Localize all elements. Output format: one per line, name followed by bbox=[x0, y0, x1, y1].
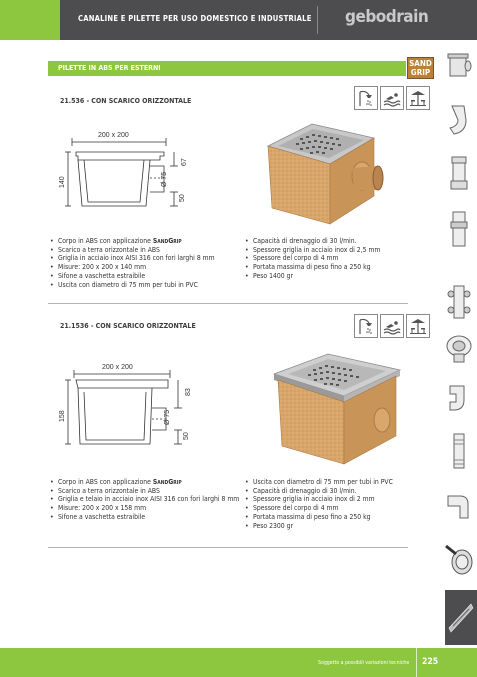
header-bar bbox=[0, 0, 477, 40]
dim-height: 140 bbox=[59, 176, 66, 188]
specs-list-left bbox=[50, 237, 250, 289]
spec-item: • Griglia e telaio in acciaio inox AISI 316 con fori larghi 8 mm bbox=[50, 495, 250, 504]
sandgrip-brand: SandGrip bbox=[152, 478, 182, 486]
section-divider bbox=[48, 547, 408, 548]
usage-icons bbox=[354, 314, 430, 338]
terrace-icon bbox=[406, 314, 430, 338]
spec-item: • Spessore griglia in acciaio inox di 2,5 mm bbox=[245, 246, 435, 255]
specs-list-right bbox=[245, 478, 435, 530]
dim-bottom: 50 bbox=[179, 194, 186, 202]
technical-drawing bbox=[54, 126, 194, 218]
dim-top: 83 bbox=[185, 388, 192, 396]
product-photo bbox=[250, 118, 385, 228]
spec-item: • Capacità di drenaggio di 30 l/min. bbox=[245, 237, 435, 246]
section-bar bbox=[48, 61, 406, 76]
sandgrip-badge-line2: GRIP bbox=[410, 68, 431, 77]
sidebar-thumb-brass-fitting[interactable] bbox=[444, 486, 474, 522]
shower-icon bbox=[354, 314, 378, 338]
page-number: 225 bbox=[422, 657, 439, 667]
spec-item: • Scarico a terra orizzontale in ABS bbox=[50, 246, 250, 255]
spec-item: • Peso 1400 gr bbox=[245, 272, 435, 281]
technical-drawing bbox=[54, 358, 204, 458]
spec-item: • Spessore griglia in acciaio inox di 2 mm bbox=[245, 495, 435, 504]
product-photo bbox=[258, 350, 408, 468]
header-title: CANALINE E PILETTE PER USO DOMESTICO E INDUSTRIALE bbox=[78, 14, 312, 23]
dim-width: 200 x 200 bbox=[102, 364, 133, 371]
spec-item: • Spessore del corpo di 4 mm bbox=[245, 254, 435, 263]
sidebar-thumb-elbow[interactable] bbox=[444, 380, 474, 416]
footer-note: Soggetto a possibili variazioni tecniche bbox=[318, 660, 410, 666]
usage-icons bbox=[354, 86, 430, 110]
specs-list-left bbox=[50, 478, 250, 522]
spec-item: • Spessore del corpo di 4 mm bbox=[245, 504, 435, 513]
brand-logo: gebodrain bbox=[345, 7, 429, 27]
sidebar-thumb-coupling[interactable] bbox=[444, 210, 474, 250]
swimmer-icon bbox=[380, 86, 404, 110]
sidebar-thumb-threaded-pipe[interactable] bbox=[444, 432, 474, 472]
spec-item: • Uscita con diametro di 75 mm per tubi in PVC bbox=[245, 478, 435, 487]
spec-item bbox=[50, 237, 250, 246]
dim-width: 200 x 200 bbox=[98, 132, 129, 139]
spec-item: • Misure: 200 x 200 x 140 mm bbox=[50, 263, 250, 272]
spec-item: • Peso 2300 gr bbox=[245, 522, 435, 531]
sidebar-thumb-flange[interactable] bbox=[444, 330, 474, 366]
product-title: 21.536 - CON SCARICO ORIZZONTALE bbox=[60, 97, 192, 105]
spec-item bbox=[50, 478, 250, 487]
spec-text: Corpo in ABS con applicazione bbox=[58, 237, 153, 245]
section-divider bbox=[48, 303, 408, 304]
dim-diameter: Ø 75 bbox=[164, 409, 171, 425]
footer-separator bbox=[416, 648, 417, 677]
dim-diameter: Ø 75 bbox=[161, 171, 168, 187]
sidebar-thumb-drain-box[interactable] bbox=[444, 48, 474, 82]
product-title: 21.1536 - CON SCARICO ORIZZONTALE bbox=[60, 322, 196, 330]
spec-item: • Misure: 200 x 200 x 158 mm bbox=[50, 504, 250, 513]
spec-item: • Sifone a vaschetta estraibile bbox=[50, 513, 250, 522]
sidebar-thumb-shower-head[interactable] bbox=[444, 540, 474, 580]
channel-drain-icon bbox=[447, 598, 475, 638]
dim-height: 158 bbox=[59, 410, 66, 422]
spec-text: Corpo in ABS con applicazione bbox=[58, 478, 153, 486]
shower-icon bbox=[354, 86, 378, 110]
spec-item: • Capacità di drenaggio di 30 l/min. bbox=[245, 487, 435, 496]
dim-top: 67 bbox=[181, 158, 188, 166]
specs-list-right bbox=[245, 237, 435, 281]
sandgrip-brand: SandGrip bbox=[152, 237, 182, 245]
sandgrip-badge bbox=[407, 57, 434, 79]
spec-item: • Griglia in acciaio inox AISI 316 con fori larghi 8 mm bbox=[50, 254, 250, 263]
sidebar-thumb-clamp[interactable] bbox=[444, 282, 474, 322]
spec-item: • Sifone a vaschetta estraibile bbox=[50, 272, 250, 281]
spec-item: • Uscita con diametro di 75 mm per tubi in PVC bbox=[50, 281, 250, 290]
swimmer-icon bbox=[380, 314, 404, 338]
header-accent bbox=[0, 0, 60, 40]
spec-item: • Portata massima di peso fino a 250 kg bbox=[245, 513, 435, 522]
sidebar-thumb-pipe-elbow[interactable] bbox=[444, 102, 474, 140]
spec-item: • Portata massima di peso fino a 250 kg bbox=[245, 263, 435, 272]
sandgrip-badge-line1: SAND bbox=[409, 59, 432, 68]
dim-bottom: 50 bbox=[183, 432, 190, 440]
terrace-icon bbox=[406, 86, 430, 110]
sidebar-thumb-fitting[interactable] bbox=[444, 155, 474, 193]
section-title: PILETTE IN ABS PER ESTERNI bbox=[58, 64, 161, 72]
header-separator bbox=[317, 6, 318, 34]
spec-item: • Scarico a terra orizzontale in ABS bbox=[50, 487, 250, 496]
